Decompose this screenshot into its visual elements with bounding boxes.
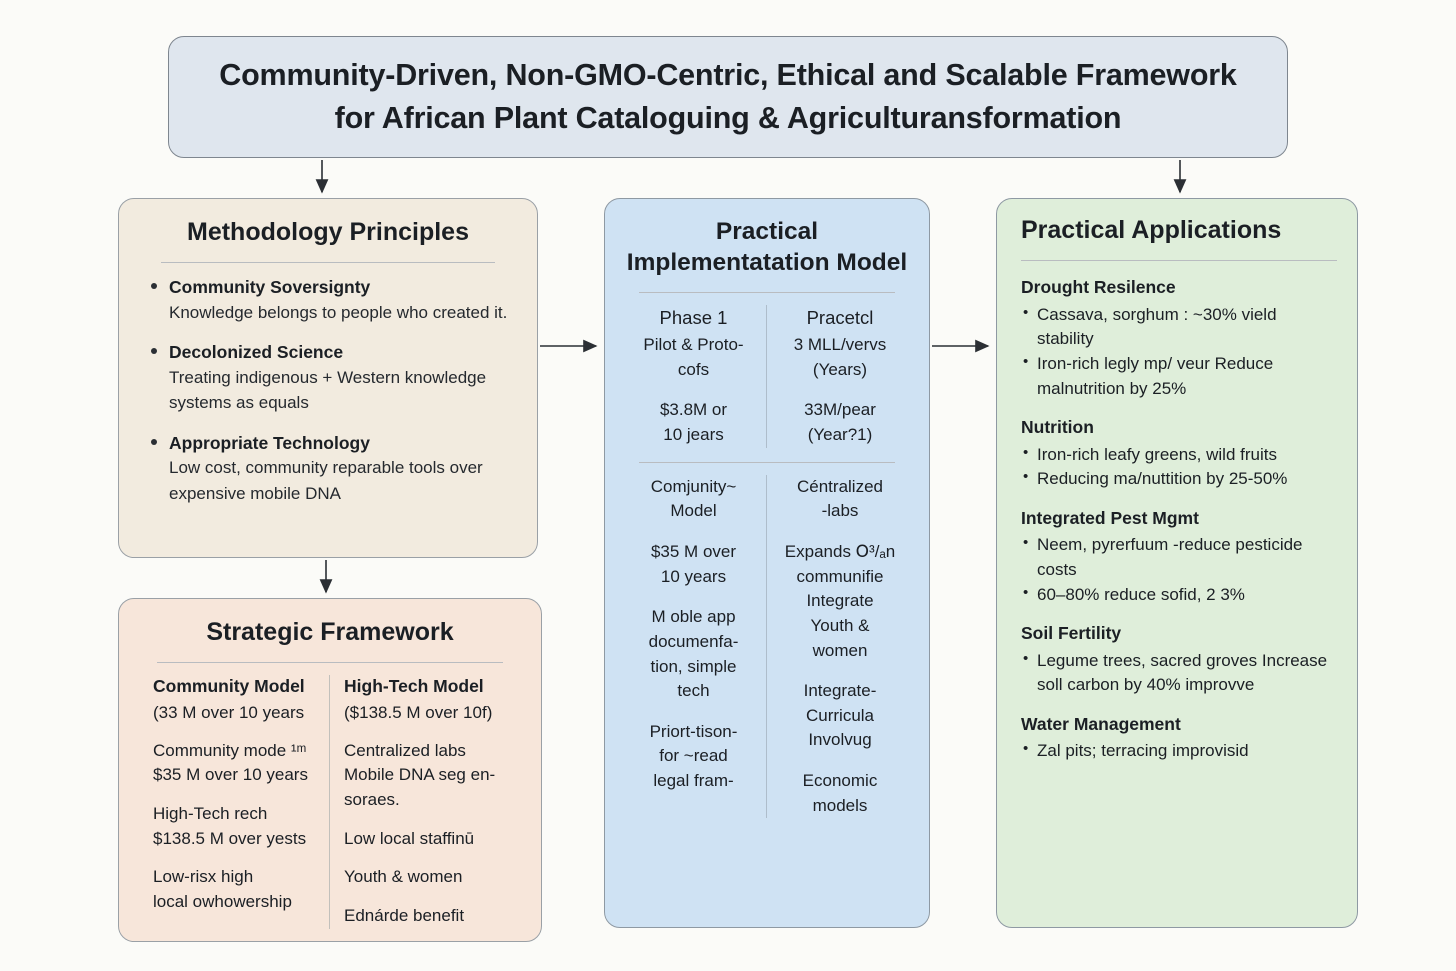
strategic-left-line: Community mode ¹ᵐ: [153, 740, 307, 760]
methodology-principles-box: [118, 198, 538, 558]
strategic-left-head: Community Model: [153, 676, 305, 697]
application-group-pest: [1021, 506, 1337, 607]
list-item: [143, 431, 513, 507]
methodology-item-title: Community Soversignty: [169, 277, 371, 298]
implementation-left-line: 10 years: [660, 566, 727, 586]
strategic-divider: [157, 662, 503, 663]
implementation-left-line: tion, simple: [650, 656, 737, 676]
implementation-left-line: legal fram-: [653, 771, 734, 791]
implementation-right-line: women: [812, 640, 868, 660]
implementation-column-left-bottom: [621, 475, 767, 819]
diagram-title-text: Community-Driven, Non-GMO-Centric, Ethical and Scalable Framework for African Plant Cataloguing & Agriculturansformation: [219, 57, 1237, 135]
strategic-right-line: Youth & women: [344, 867, 463, 887]
implementation-right-line: -labs: [821, 501, 859, 521]
implementation-right-line: Youth &: [810, 615, 870, 635]
methodology-item-body: Knowledge belongs to people who created it.: [169, 302, 508, 322]
diagram-title-box: [168, 36, 1288, 158]
strategic-right-line: Centralized labs: [344, 740, 466, 760]
implementation-left-line: for ~read: [659, 746, 728, 766]
implementation-left-line: documenfa-: [648, 631, 739, 651]
implementation-right-line: (Year?1): [807, 425, 873, 445]
implementation-right-line: models: [812, 795, 868, 815]
application-group-title: Drought Resilence: [1021, 277, 1176, 298]
implementation-columns-bottom: [621, 475, 913, 819]
application-bullet: • Iron-rich leafy greens, wild fruits: [1021, 443, 1337, 468]
methodology-item-body: Low cost, community reparable tools over expensive mobile DNA: [169, 458, 483, 503]
practical-applications-box: [996, 198, 1358, 928]
methodology-item-title: Decolonized Science: [169, 342, 344, 363]
implementation-left-line: 10 jears: [663, 425, 724, 445]
implementation-right-line: communifie: [796, 566, 884, 586]
implementation-column-right-top: [767, 305, 913, 447]
methodology-item-title: Appropriate Technology: [169, 432, 370, 453]
strategic-left-line: Low-risx high: [153, 867, 254, 887]
application-group-title: Integrated Pest Mgmt: [1021, 507, 1199, 528]
implementation-right-head: Pracetcl: [806, 307, 874, 329]
strategic-column-community: [139, 675, 330, 928]
implementation-column-left-top: [621, 305, 767, 447]
application-group-title: Water Management: [1021, 713, 1181, 734]
implementation-right-line: Integrate-: [803, 681, 877, 701]
implementation-left-line: tech: [677, 681, 710, 701]
application-group-nutrition: [1021, 415, 1337, 492]
implementation-divider-1: [639, 292, 895, 293]
implementation-column-right-bottom: [767, 475, 913, 819]
strategic-right-sub: ($138.5 M over 10f): [344, 702, 493, 722]
implementation-left-line: Priort-tison-: [649, 721, 738, 741]
strategic-right-line: soraes.: [344, 789, 400, 809]
strategic-right-line: Mobile DNA seg en-: [344, 765, 496, 785]
implementation-right-line: Involvug: [808, 730, 872, 750]
list-item: [143, 275, 513, 325]
implementation-right-line: Economic: [802, 771, 878, 791]
implementation-left-line: Pilot & Proto-: [643, 335, 744, 355]
implementation-right-line: 3 MLL/vervs: [793, 335, 887, 355]
strategic-right-line: Ednárde benefit: [344, 905, 465, 925]
application-group-title: Soil Fertility: [1021, 623, 1122, 644]
strategic-framework-box: [118, 598, 542, 942]
application-group-water: [1021, 712, 1337, 764]
applications-divider: [1021, 260, 1337, 261]
application-bullet: • Neem, pyrerfuum -reduce pesticide costs: [1021, 533, 1337, 582]
application-group-soil: [1021, 621, 1337, 698]
implementation-model-box: [604, 198, 930, 928]
strategic-right-line: Low local staffinū: [344, 828, 475, 848]
application-bullet: • Zal pits; terracing improvisid: [1021, 739, 1337, 764]
application-bullet: • 60–80% reduce sofid, 2 3%: [1021, 583, 1337, 608]
implementation-right-line: (Years): [812, 359, 868, 379]
methodology-item-body: Treating indigenous + Western knowledge systems as equals: [169, 367, 487, 413]
implementation-left-line: M oble app: [651, 607, 736, 627]
strategic-left-line: $138.5 M over yests: [153, 828, 307, 848]
implementation-right-line: Curricula: [805, 705, 875, 725]
implementation-left-head: Phase 1: [659, 307, 728, 329]
implementation-heading: Practical Implementatation Model: [626, 218, 908, 276]
application-bullet: • Cassava, sorghum : ~30% vield stability: [1021, 303, 1337, 352]
implementation-right-line: Céntralized: [797, 476, 883, 496]
methodology-divider: [161, 262, 495, 263]
methodology-list: [143, 275, 513, 506]
strategic-left-line: local owhowership: [153, 891, 292, 911]
application-bullet: • Iron-rich legly mp/ veur Reduce malnutrition by 25%: [1021, 352, 1337, 401]
implementation-right-line: 33M/pear: [804, 400, 876, 420]
strategic-right-head: High-Tech Model: [344, 676, 484, 697]
implementation-left-line: cofs: [677, 359, 710, 379]
implementation-right-line: Expands Օ³/ₐn: [784, 541, 896, 561]
application-group-drought: [1021, 275, 1337, 401]
strategic-left-line: High-Tech rech: [153, 803, 268, 823]
implementation-right-line: Integrate: [806, 591, 874, 611]
implementation-left-line: $3.8M or: [659, 400, 728, 420]
implementation-columns-top: [621, 305, 913, 447]
application-group-title: Nutrition: [1021, 417, 1094, 438]
strategic-column-hightech: [330, 675, 521, 928]
implementation-left-line: Comjunity~: [650, 476, 737, 496]
methodology-heading: Methodology Principles: [187, 218, 469, 246]
strategic-columns: [139, 675, 521, 928]
implementation-left-line: Model: [670, 501, 717, 521]
application-bullet: • Legume trees, sacred groves Increase soll carbon by 40% improvve: [1021, 649, 1337, 698]
strategic-heading: Strategic Framework: [206, 618, 454, 646]
implementation-left-line: $35 M over: [650, 541, 737, 561]
applications-heading: Practical Applications: [1021, 216, 1282, 244]
application-bullet: • Reducing ma/nuttition by 25-50%: [1021, 467, 1337, 492]
implementation-divider-2: [639, 462, 895, 463]
strategic-left-sub: (33 M over 10 years: [153, 702, 305, 722]
list-item: [143, 340, 513, 416]
strategic-left-line: $35 M over 10 years: [153, 765, 308, 785]
